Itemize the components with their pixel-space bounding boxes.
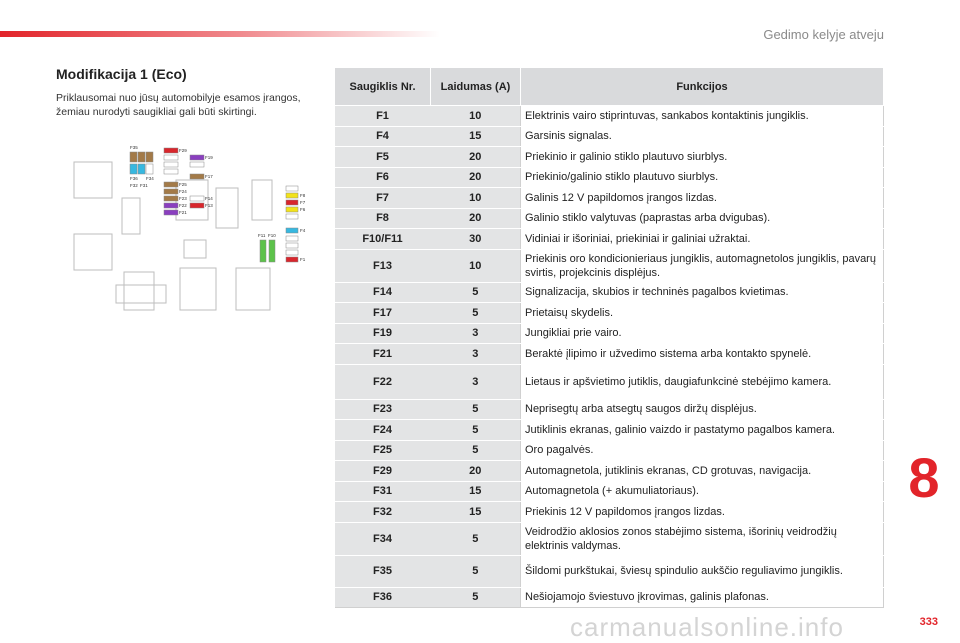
fuse-amps: 20 [431, 461, 521, 482]
diagram-label: F14 [205, 196, 213, 201]
diagram-label: F22 [179, 203, 187, 208]
table-row [335, 420, 884, 441]
diagram-label: F10 [268, 233, 276, 238]
table-row [335, 364, 884, 399]
diagram-label: F17 [205, 174, 213, 179]
table-row [335, 323, 884, 344]
fuse-function: Galinio stiklo valytuvas (paprastas arba dvigubas). [521, 208, 884, 229]
fuse-amps: 20 [431, 167, 521, 188]
table-row [335, 106, 884, 127]
diagram-label: F34 [146, 176, 154, 181]
fuse-function: Elektrinis vairo stiprintuvas, sankabos kontaktinis jungiklis. [521, 106, 884, 127]
fuse-box-diagram [66, 140, 320, 320]
diagram-label: F13 [205, 203, 213, 208]
table-row [335, 229, 884, 250]
fuse-amps: 30 [431, 229, 521, 250]
fuse-number: F24 [335, 420, 431, 441]
fuse-amps: 15 [431, 502, 521, 523]
fuse-function: Priekinis oro kondicionieriaus jungiklis, automagnetolos jungiklis, pavarų svirtis, projekcinis displėjus. [521, 249, 884, 282]
fuse-number: F25 [335, 440, 431, 461]
fuse-number: F14 [335, 282, 431, 303]
fuse-function: Vidiniai ir išoriniai, priekiniai ir galiniai užraktai. [521, 229, 884, 250]
table-row [335, 461, 884, 482]
table-row [335, 481, 884, 502]
table-row [335, 147, 884, 168]
diagram-label: F4 [300, 228, 306, 233]
fuse-number: F32 [335, 502, 431, 523]
col-header-fuse: Saugiklis Nr. [335, 68, 431, 106]
fuse-amps: 5 [431, 399, 521, 420]
fuse-function: Priekinio/galinio stiklo plautuvo siurblys. [521, 167, 884, 188]
fuse-function: Oro pagalvės. [521, 440, 884, 461]
col-header-rating: Laidumas (A) [431, 68, 521, 106]
section-title: Modifikacija 1 (Eco) [56, 66, 187, 82]
fuse-amps: 10 [431, 188, 521, 209]
diagram-label: F25 [179, 182, 187, 187]
fuse-function: Signalizacija, skubios ir techninės pagalbos kvietimas. [521, 282, 884, 303]
fuse-number: F17 [335, 303, 431, 324]
col-header-functions: Funkcijos [521, 68, 884, 106]
fuse-function: Veidrodžio aklosios zonos stabėjimo sistema, išorinių veidrodžių elektrinis valdymas. [521, 522, 884, 555]
diagram-label: F36 [130, 176, 138, 181]
fuse-function: Priekinio ir galinio stiklo plautuvo siurblys. [521, 147, 884, 168]
fuse-function: Automagnetola, jutiklinis ekranas, CD grotuvas, navigacija. [521, 461, 884, 482]
watermark: carmanualsonline.info [570, 612, 844, 642]
header-accent-bar [0, 31, 440, 37]
fuse-function: Nešiojamojo šviestuvo įkrovimas, galinis plafonas. [521, 587, 884, 608]
diagram-label: F7 [300, 200, 306, 205]
fuse-amps: 15 [431, 126, 521, 147]
diagram-label: F11 [258, 233, 266, 238]
table-row [335, 555, 884, 587]
fuse-amps: 5 [431, 420, 521, 441]
fuse-amps: 5 [431, 587, 521, 608]
fuse-number: F1 [335, 106, 431, 127]
table-row [335, 188, 884, 209]
fuse-amps: 20 [431, 208, 521, 229]
fuse-number: F22 [335, 364, 431, 399]
table-row [335, 303, 884, 324]
fuse-function: Priekinis 12 V papildomos įrangos lizdas. [521, 502, 884, 523]
fuse-number: F10/F11 [335, 229, 431, 250]
table-row [335, 282, 884, 303]
table-row [335, 167, 884, 188]
fuse-function: Automagnetola (+ akumuliatoriaus). [521, 481, 884, 502]
fuse-number: F36 [335, 587, 431, 608]
table-row [335, 440, 884, 461]
table-row [335, 208, 884, 229]
fuse-number: F7 [335, 188, 431, 209]
diagram-label: F24 [179, 189, 187, 194]
fuse-function: Šildomi purkštukai, šviesų spindulio aukščio reguliavimo jungiklis. [521, 555, 884, 587]
fuse-function: Jutiklinis ekranas, galinio vaizdo ir pastatymo pagalbos kamera. [521, 420, 884, 441]
table-row [335, 249, 884, 282]
diagram-label: F1 [300, 257, 306, 262]
fuse-function: Galinis 12 V papildomos įrangos lizdas. [521, 188, 884, 209]
diagram-label: F23 [179, 196, 187, 201]
fuse-amps: 10 [431, 106, 521, 127]
table-row [335, 522, 884, 555]
table-row [335, 587, 884, 608]
fuse-number: F5 [335, 147, 431, 168]
fuse-function: Garsinis signalas. [521, 126, 884, 147]
fuse-function: Lietaus ir apšvietimo jutiklis, daugiafunkcinė stebėjimo kamera. [521, 364, 884, 399]
fuse-amps: 15 [431, 481, 521, 502]
fuse-function: Prietaisų skydelis. [521, 303, 884, 324]
diagram-label: F19 [205, 155, 213, 160]
fuse-amps: 5 [431, 282, 521, 303]
fuse-function: Beraktė įlipimo ir užvedimo sistema arba kontakto spynelė. [521, 344, 884, 365]
diagram-label: F32 [130, 183, 138, 188]
fuse-amps: 20 [431, 147, 521, 168]
fuse-number: F23 [335, 399, 431, 420]
fuse-number: F13 [335, 249, 431, 282]
diagram-label: F8 [300, 193, 306, 198]
chapter-number: 8 [908, 446, 940, 509]
diagram-label: F21 [179, 210, 187, 215]
fuse-amps: 3 [431, 323, 521, 344]
fuse-number: F31 [335, 481, 431, 502]
table-row [335, 399, 884, 420]
fuse-amps: 5 [431, 555, 521, 587]
diagram-label: F29 [179, 148, 187, 153]
table-row [335, 344, 884, 365]
fuse-table [334, 67, 884, 608]
fuse-amps: 5 [431, 440, 521, 461]
fuse-amps: 5 [431, 303, 521, 324]
fuse-number: F8 [335, 208, 431, 229]
fuse-amps: 3 [431, 344, 521, 365]
fuse-function: Jungikliai prie vairo. [521, 323, 884, 344]
page-number: 333 [919, 616, 938, 628]
fuse-amps: 3 [431, 364, 521, 399]
fuse-number: F6 [335, 167, 431, 188]
fuse-number: F35 [335, 555, 431, 587]
fuse-number: F19 [335, 323, 431, 344]
header-title: Gedimo kelyje atveju [763, 27, 884, 42]
fuse-number: F4 [335, 126, 431, 147]
fuse-number: F21 [335, 344, 431, 365]
fuse-amps: 5 [431, 522, 521, 555]
table-row [335, 126, 884, 147]
diagram-label: F35 [130, 145, 138, 150]
table-header-row [335, 68, 884, 106]
fuse-number: F29 [335, 461, 431, 482]
section-intro: Priklausomai nuo jūsų automobilyje esamos įrangos, žemiau nurodyti saugikliai gali būti skirtingi. [56, 92, 301, 118]
fuse-number: F34 [335, 522, 431, 555]
fuse-function: Neprisegtų arba atsegtų saugos diržų displėjus. [521, 399, 884, 420]
diagram-label: F6 [300, 207, 306, 212]
diagram-label: F31 [140, 183, 148, 188]
fuse-amps: 10 [431, 249, 521, 282]
table-row [335, 502, 884, 523]
